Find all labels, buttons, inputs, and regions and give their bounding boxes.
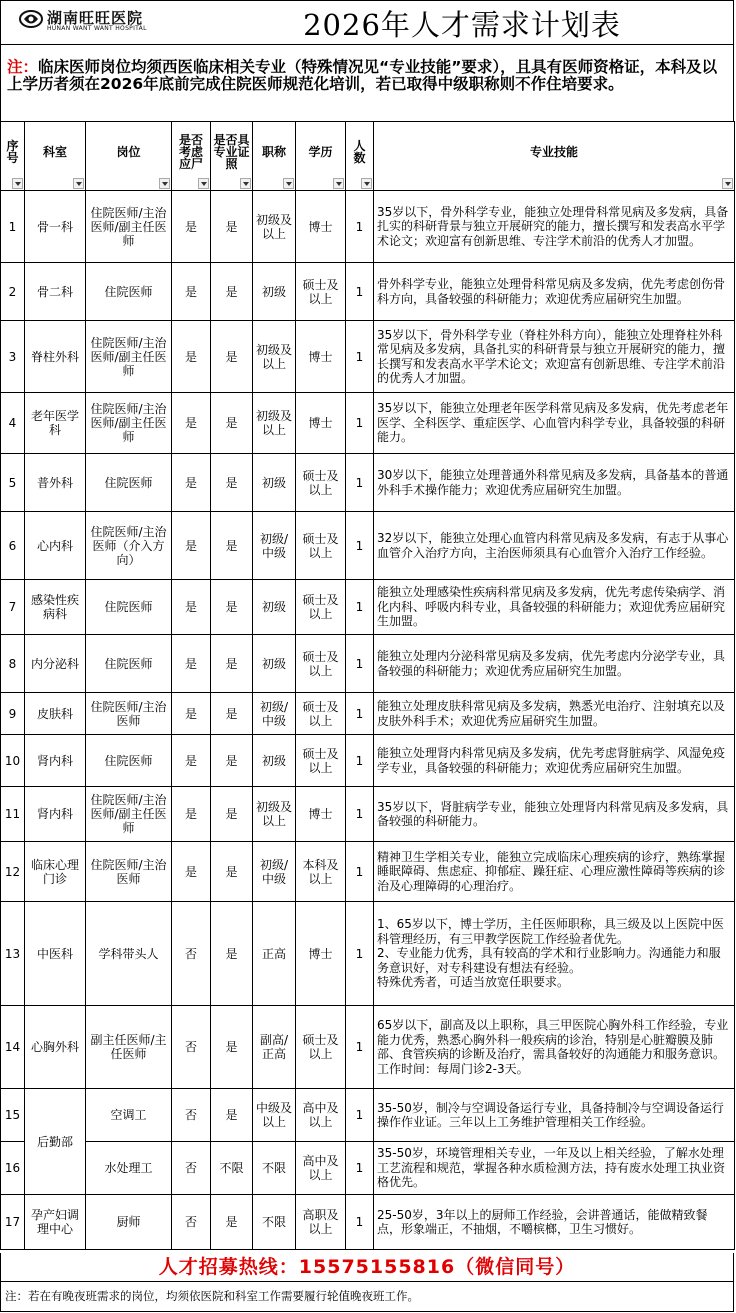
cell-fresh: 是 — [172, 693, 211, 735]
table-row — [1, 393, 735, 454]
cell-dept: 孕产妇调理中心 — [25, 1195, 86, 1250]
cell-fresh: 否 — [172, 1089, 211, 1142]
header-label: 专业技能 — [529, 145, 578, 159]
page-title: 2026年人才需求计划表 — [303, 8, 621, 42]
cell-fresh: 否 — [172, 1195, 211, 1250]
cell-count: 1 — [346, 1089, 374, 1142]
table-row — [1, 1089, 735, 1142]
cell-dept: 心胸外科 — [25, 1006, 86, 1089]
cell-cert: 是 — [211, 1089, 253, 1142]
cell-edu: 硕士及以上 — [296, 580, 346, 635]
cell-skill: 35岁以下，能独立处理老年医学科常见病及多发病，优先考虑老年医学、全科医学、重症医学、心血管内科学专业，具备较强的科研能力。 — [374, 393, 735, 454]
cell-title: 初级 — [253, 635, 296, 693]
filter-dropdown-icon[interactable] — [283, 178, 294, 189]
cell-post: 空调工 — [86, 1089, 172, 1142]
skill-line: 65岁以下，副高及以上职称，具三甲医院心胸外科工作经验，专业能力优秀，熟悉心胸外科一般疾病的诊治，特别是心脏瓣膜及肺部、食管疾病的诊断及治疗，需具备较好的沟通能力和服务意识。 — [377, 1018, 729, 1061]
table-row — [1, 635, 735, 693]
filter-dropdown-icon[interactable] — [73, 178, 84, 189]
cell-cert: 不限 — [211, 1142, 253, 1195]
header-label: 学历 — [308, 145, 333, 159]
cell-cert: 是 — [211, 512, 253, 580]
hospital-logo — [19, 7, 189, 35]
cell-no: 16 — [1, 1142, 25, 1195]
cell-skill: 35-50岁，制冷与空调设备运行专业，具备持制冷与空调设备运行操作作业证。三年以上工务维护管理相关工作经验。 — [374, 1089, 735, 1142]
header-label: 职称 — [261, 145, 286, 159]
cell-dept: 感染性疾病科 — [25, 580, 86, 635]
hospital-logo-icon — [19, 7, 43, 31]
cell-edu: 本科及以上 — [296, 842, 346, 902]
header-col-fresh — [172, 122, 211, 191]
filter-dropdown-icon[interactable] — [198, 178, 209, 189]
cell-fresh: 是 — [172, 263, 211, 321]
cell-title: 不限 — [253, 1142, 296, 1195]
cell-post: 住院医师/主治医师/副主任医师 — [86, 787, 172, 842]
cell-count: 1 — [346, 191, 374, 263]
filter-dropdown-icon[interactable] — [240, 178, 251, 189]
cell-skill: 能独立处理肾内科常见病及多发病，优先考虑肾脏病学、风湿免疫学专业，具备较强的科研能力；欢迎优秀应届研究生加盟。 — [374, 735, 735, 787]
header-col-post — [86, 122, 172, 191]
cell-count: 1 — [346, 902, 374, 1006]
cell-title: 初级/中级 — [253, 512, 296, 580]
cell-title: 初级 — [253, 735, 296, 787]
cell-edu: 硕士及以上 — [296, 454, 346, 512]
cell-skill: 35岁以下，肾脏病学专业，能独立处理肾内科常见病及多发病，具备较强的科研能力。 — [374, 787, 735, 842]
header-label: 是否考虑应尸 — [178, 133, 203, 171]
cell-title: 初级 — [253, 454, 296, 512]
filter-dropdown-icon[interactable] — [159, 178, 170, 189]
cell-no: 15 — [1, 1089, 25, 1142]
cell-skill — [374, 1006, 735, 1089]
header-label: 人数 — [353, 139, 366, 165]
cell-edu: 高中及以上 — [296, 1142, 346, 1195]
cell-skill: 骨外科学专业，能独立处理骨科常见病及多发病，优先考虑创伤骨科方向，具备较强的科研能力；欢迎优秀应届研究生加盟。 — [374, 263, 735, 321]
notice-text: 临床医师岗位均须西医临床相关专业（特殊情况见“专业技能”要求），且具有医师资格证，本科及以上学历者须在2026年底前完成住院医师规范化培训，若已取得中级职称则不作住培要求。 — [7, 58, 718, 93]
cell-count: 1 — [346, 1142, 374, 1195]
cell-edu: 硕士及以上 — [296, 512, 346, 580]
cell-no: 3 — [1, 321, 25, 393]
cell-no: 11 — [1, 787, 25, 842]
cell-title: 初级/中级 — [253, 842, 296, 902]
cell-dept: 骨一科 — [25, 191, 86, 263]
cell-post: 副主任医师/主任医师 — [86, 1006, 172, 1089]
cell-post: 住院医师 — [86, 454, 172, 512]
cell-count: 1 — [346, 321, 374, 393]
cell-edu: 硕士及以上 — [296, 263, 346, 321]
cell-cert: 是 — [211, 902, 253, 1006]
table-row — [1, 1006, 735, 1089]
cell-count: 1 — [346, 263, 374, 321]
cell-count: 1 — [346, 1006, 374, 1089]
cell-fresh: 是 — [172, 512, 211, 580]
cell-edu: 博士 — [296, 902, 346, 1006]
cell-count: 1 — [346, 580, 374, 635]
cell-fresh: 否 — [172, 1006, 211, 1089]
cell-title: 不限 — [253, 1195, 296, 1250]
table-row — [1, 263, 735, 321]
table-row — [1, 693, 735, 735]
header-label: 是否具专业证照 — [213, 133, 250, 171]
filter-dropdown-icon[interactable] — [722, 178, 733, 189]
cell-no: 1 — [1, 191, 25, 263]
table-row — [1, 787, 735, 842]
cell-dept: 皮肤科 — [25, 693, 86, 735]
cell-count: 1 — [346, 842, 374, 902]
header-col-no — [1, 122, 25, 191]
logo-name-en: HUNAN WANT WANT HOSPITAL — [47, 25, 147, 32]
table-row — [1, 1195, 735, 1250]
cell-dept: 普外科 — [25, 454, 86, 512]
header-row — [1, 122, 735, 191]
skill-line: 特殊优秀者，可适当放宽任职要求。 — [377, 975, 570, 990]
cell-no: 7 — [1, 580, 25, 635]
cell-title: 初级 — [253, 263, 296, 321]
talent-table — [0, 121, 735, 1250]
cell-edu: 高职及以上 — [296, 1195, 346, 1250]
cell-cert: 是 — [211, 635, 253, 693]
cell-post: 住院医师/主治医师（介入方向） — [86, 512, 172, 580]
cell-count: 1 — [346, 735, 374, 787]
cell-fresh: 是 — [172, 321, 211, 393]
cell-edu: 硕士及以上 — [296, 693, 346, 735]
header-col-cert — [211, 122, 253, 191]
cell-fresh: 否 — [172, 902, 211, 1006]
cell-no: 9 — [1, 693, 25, 735]
cell-fresh: 是 — [172, 191, 211, 263]
filter-dropdown-icon[interactable] — [361, 178, 372, 189]
cell-edu: 博士 — [296, 393, 346, 454]
cell-post: 学科带头人 — [86, 902, 172, 1006]
cell-fresh: 是 — [172, 393, 211, 454]
cell-cert: 是 — [211, 321, 253, 393]
skill-line: 工作时间：每周门诊2-3天。 — [377, 1061, 529, 1076]
skill-line: 2、专业能力优秀，具有较高的学术和行业影响力。沟通能力和服务意识好，对专科建设有想法有经验。 — [377, 946, 721, 975]
cell-post: 住院医师 — [86, 735, 172, 787]
cell-title: 初级/中级 — [253, 693, 296, 735]
cell-skill: 25-50岁，3年以上的厨师工作经验，会讲普通话，能做精致餐点，形象端正，不抽烟，不嚼槟榔，卫生习惯好。 — [374, 1195, 735, 1250]
cell-skill: 32岁以下，能独立处理心血管内科常见病及多发病，有志于从事心血管介入治疗方向，主治医师须具有心血管介入治疗工作经验。 — [374, 512, 735, 580]
cell-fresh: 否 — [172, 1142, 211, 1195]
filter-dropdown-icon[interactable] — [333, 178, 344, 189]
cell-edu: 硕士及以上 — [296, 735, 346, 787]
cell-no: 10 — [1, 735, 25, 787]
cell-title: 副高/正高 — [253, 1006, 296, 1089]
cell-dept: 后勤部 — [25, 1089, 86, 1195]
cell-post: 水处理工 — [86, 1142, 172, 1195]
cell-no: 17 — [1, 1195, 25, 1250]
header-col-skill — [374, 122, 735, 191]
cell-cert: 是 — [211, 787, 253, 842]
table-row — [1, 321, 735, 393]
table-row — [1, 454, 735, 512]
cell-no: 4 — [1, 393, 25, 454]
cell-fresh: 是 — [172, 842, 211, 902]
cell-dept: 肾内科 — [25, 735, 86, 787]
cell-fresh: 是 — [172, 580, 211, 635]
notice — [0, 44, 734, 122]
cell-no: 5 — [1, 454, 25, 512]
cell-edu: 博士 — [296, 191, 346, 263]
cell-edu: 博士 — [296, 321, 346, 393]
cell-count: 1 — [346, 693, 374, 735]
cell-edu: 硕士及以上 — [296, 635, 346, 693]
cell-cert: 是 — [211, 191, 253, 263]
cell-skill: 能独立处理皮肤科常见病及多发病，熟悉光电治疗、注射填充以及皮肤外科手术；欢迎优秀应届研究生加盟。 — [374, 693, 735, 735]
header-label: 岗位 — [116, 145, 141, 159]
header-col-title — [253, 122, 296, 191]
table-row — [1, 191, 735, 263]
cell-count: 1 — [346, 787, 374, 842]
cell-post: 住院医师/主治医师/副主任医师 — [86, 321, 172, 393]
cell-no: 13 — [1, 902, 25, 1006]
cell-no: 6 — [1, 512, 25, 580]
cell-post: 住院医师/主治医师/副主任医师 — [86, 393, 172, 454]
cell-cert: 是 — [211, 393, 253, 454]
table-row — [1, 1142, 735, 1195]
cell-dept: 中医科 — [25, 902, 86, 1006]
cell-no: 12 — [1, 842, 25, 902]
cell-title: 初级 — [253, 580, 296, 635]
cell-skill — [374, 902, 735, 1006]
cell-dept: 老年医学科 — [25, 393, 86, 454]
cell-count: 1 — [346, 454, 374, 512]
cell-post: 厨师 — [86, 1195, 172, 1250]
cell-post: 住院医师 — [86, 580, 172, 635]
cell-post: 住院医师 — [86, 635, 172, 693]
footnote: 注：若在有晚夜班需求的岗位，均须依医院和科室工作需要履行轮值晚夜班工作。 — [0, 1282, 734, 1312]
cell-cert: 是 — [211, 842, 253, 902]
cell-fresh: 是 — [172, 635, 211, 693]
title-bar — [0, 0, 734, 44]
cell-dept: 临床心理门诊 — [25, 842, 86, 902]
cell-skill: 30岁以下，能独立处理普通外科常见病及多发病，具备基本的普通外科手术操作能力；欢迎优秀应届研究生加盟。 — [374, 454, 735, 512]
cell-title: 初级及以上 — [253, 191, 296, 263]
header-col-dept — [25, 122, 86, 191]
skill-line: 1、65岁以下，博士学历，主任医师职称，具三级及以上医院中医科管理经历，有三甲教学医院工作经验者优先。 — [377, 917, 724, 946]
cell-count: 1 — [346, 393, 374, 454]
cell-fresh: 是 — [172, 787, 211, 842]
cell-no: 8 — [1, 635, 25, 693]
table-body — [1, 191, 735, 1250]
cell-title: 初级及以上 — [253, 321, 296, 393]
cell-no: 2 — [1, 263, 25, 321]
cell-title: 正高 — [253, 902, 296, 1006]
cell-no: 14 — [1, 1006, 25, 1089]
cell-title: 初级及以上 — [253, 787, 296, 842]
cell-skill: 35-50岁，环境管理相关专业，一年及以上相关经验，了解水处理工艺流程和规范，掌握各种水质检测方法，持有废水处理工执业资格优先。 — [374, 1142, 735, 1195]
cell-cert: 是 — [211, 1195, 253, 1250]
cell-count: 1 — [346, 512, 374, 580]
cell-post: 住院医师/主治医师 — [86, 693, 172, 735]
cell-post: 住院医师/主治医师/副主任医师 — [86, 191, 172, 263]
cell-dept: 心内科 — [25, 512, 86, 580]
cell-edu: 硕士及以上 — [296, 1006, 346, 1089]
cell-edu: 高中及以上 — [296, 1089, 346, 1142]
cell-count: 1 — [346, 635, 374, 693]
cell-dept: 骨二科 — [25, 263, 86, 321]
cell-title: 中级及以上 — [253, 1089, 296, 1142]
cell-count: 1 — [346, 1195, 374, 1250]
cell-fresh: 是 — [172, 454, 211, 512]
notice-label: 注： — [7, 58, 39, 76]
cell-dept: 肾内科 — [25, 787, 86, 842]
table-row — [1, 580, 735, 635]
table-row — [1, 902, 735, 1006]
header-col-count — [346, 122, 374, 191]
cell-fresh: 是 — [172, 735, 211, 787]
cell-skill: 35岁以下，骨外科学专业，能独立处理骨科常见病及多发病，具备扎实的科研背景与独立开展研究的能力，擅长撰写和发表高水平学术论文；欢迎富有创新思维、专注学术前沿的优秀人才加盟。 — [374, 191, 735, 263]
table-row — [1, 842, 735, 902]
cell-cert: 是 — [211, 1006, 253, 1089]
cell-edu: 博士 — [296, 787, 346, 842]
cell-cert: 是 — [211, 454, 253, 512]
logo-name-cn: 湖南旺旺医院 — [47, 9, 144, 27]
cell-skill: 能独立处理感染性疾病科常见病及多发病，优先考虑传染病学、消化内科、呼吸内科专业，具备较强的科研能力；欢迎优秀应届研究生加盟。 — [374, 580, 735, 635]
recruitment-hotline: 人才招募热线：15575155816（微信同号） — [0, 1253, 734, 1282]
cell-dept: 脊柱外科 — [25, 321, 86, 393]
cell-skill: 能独立处理内分泌科常见病及多发病，优先考虑内分泌学专业，具备较强的科研能力；欢迎优秀应届研究生加盟。 — [374, 635, 735, 693]
filter-dropdown-icon[interactable] — [12, 178, 23, 189]
cell-title: 初级及以上 — [253, 393, 296, 454]
cell-cert: 是 — [211, 263, 253, 321]
cell-post: 住院医师 — [86, 263, 172, 321]
cell-skill: 精神卫生学相关专业，能独立完成临床心理疾病的诊疗，熟练掌握睡眠障碍、焦虑症、抑郁症、躁狂症、心理应激性障碍等疾病的诊治及心理障碍的心理治疗。 — [374, 842, 735, 902]
header-label: 序号 — [6, 139, 19, 165]
cell-post: 住院医师/主治医师 — [86, 842, 172, 902]
cell-cert: 是 — [211, 693, 253, 735]
cell-cert: 是 — [211, 580, 253, 635]
header-col-edu — [296, 122, 346, 191]
cell-dept: 内分泌科 — [25, 635, 86, 693]
cell-skill: 35岁以下，骨外科学专业（脊柱外科方向），能独立处理脊柱外科常见病及多发病，具备扎实的科研背景与独立开展研究的能力，擅长撰写和发表高水平学术论文；欢迎富有创新思维、专注学术前沿的优秀人才加盟。 — [374, 321, 735, 393]
table-row — [1, 512, 735, 580]
header-label: 科室 — [42, 145, 67, 159]
cell-cert: 是 — [211, 735, 253, 787]
table-row — [1, 735, 735, 787]
